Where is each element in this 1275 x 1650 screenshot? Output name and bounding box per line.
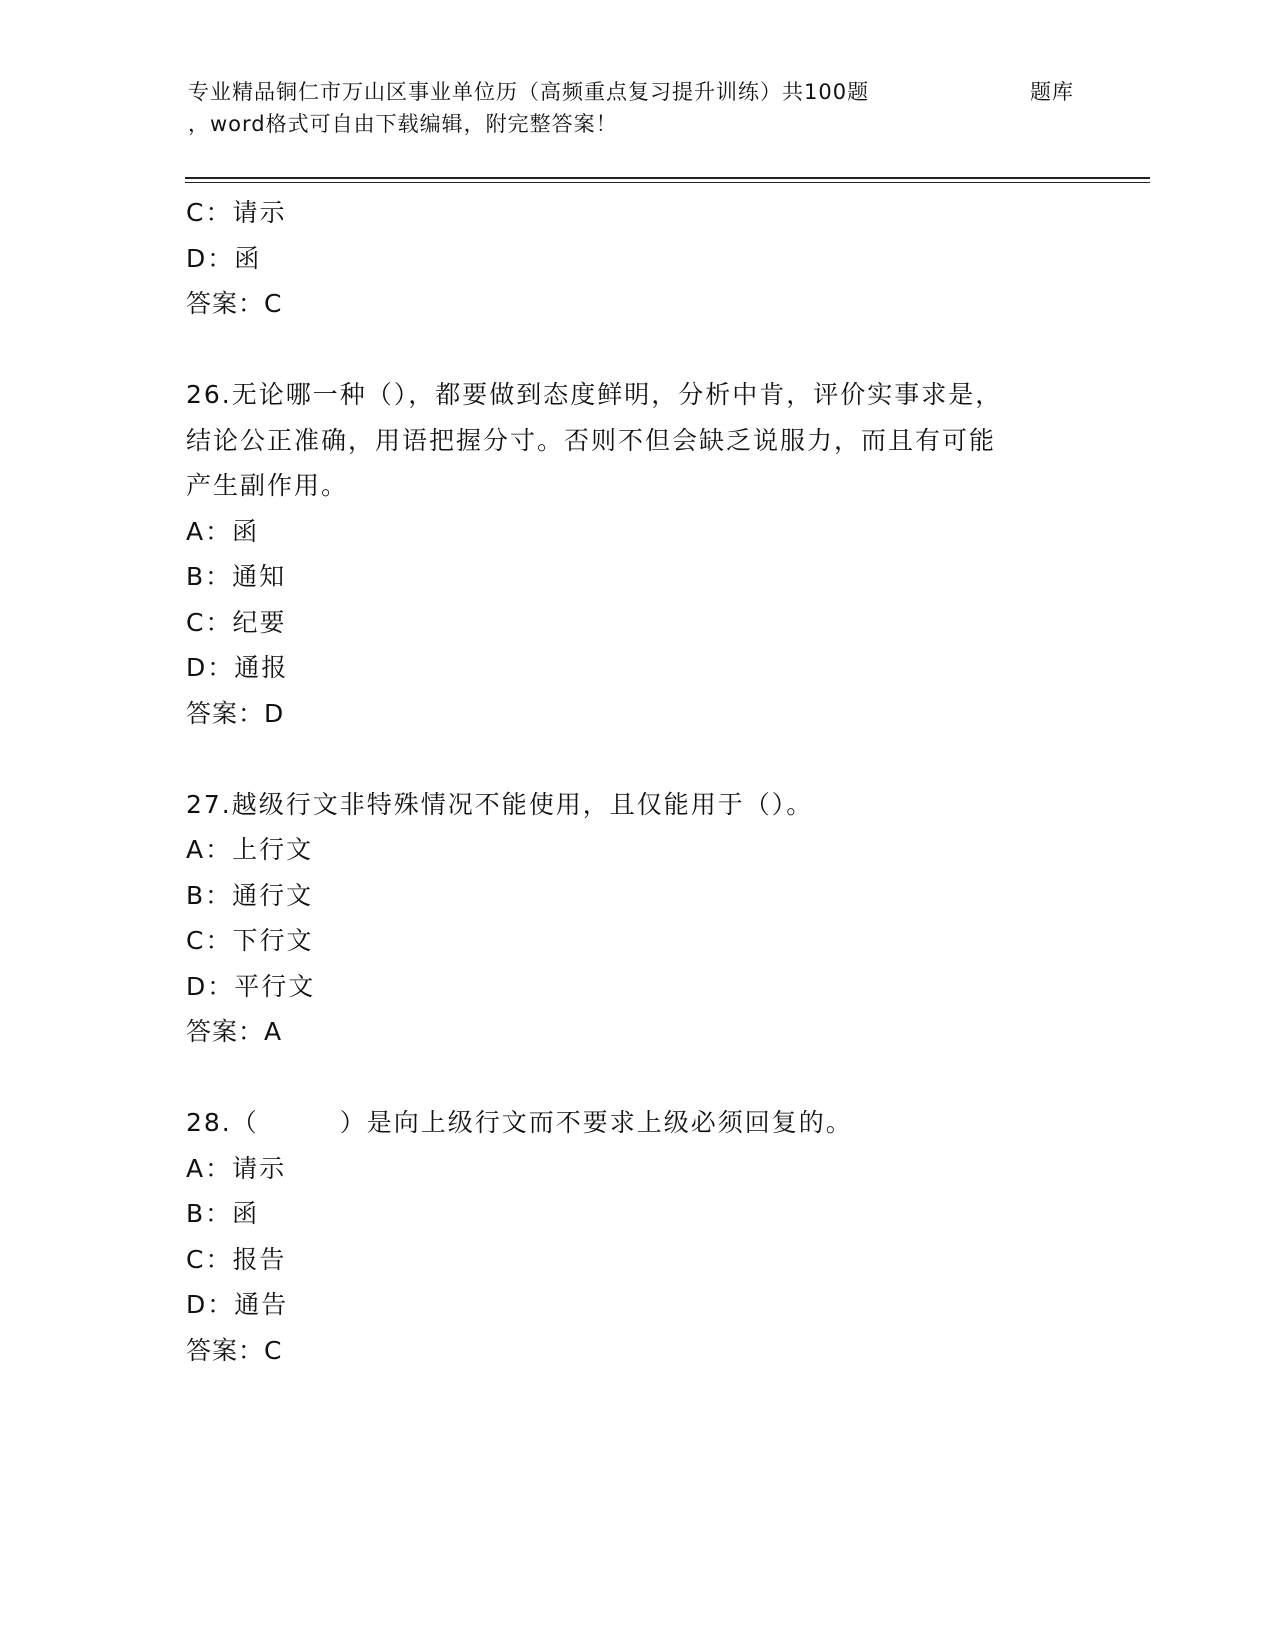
question-text-line: 26.无论哪一种（），都要做到态度鲜明，分析中肯，评价实事求是，: [186, 380, 1003, 409]
spacer: [186, 1055, 1086, 1101]
question-list: [186, 190, 1086, 1373]
header-divider-thick: [185, 177, 1150, 179]
question-26: [186, 372, 1086, 736]
header-subtitle: ，word格式可自由下载编辑，附完整答案！: [188, 112, 618, 136]
header-tag: 题库: [1030, 80, 1074, 104]
spacer: [186, 736, 1086, 782]
question-text-line: 28.（ ）是向上级行文而不要求上级必须回复的。: [186, 1108, 853, 1137]
question-text-line: 产生副作用。: [186, 471, 349, 500]
header-divider-thin: [185, 182, 1150, 183]
option-c: C：请示: [186, 198, 287, 227]
header-title: 专业精品铜仁市万山区事业单位历（高频重点复习提升训练）共100题: [188, 80, 870, 104]
option-b: B：通知: [186, 562, 287, 591]
answer: 答案：A: [186, 1017, 283, 1046]
option-d: D：平行文: [186, 971, 316, 1001]
header-line: [188, 72, 1128, 106]
page-header: [188, 72, 1128, 138]
option-b: B：函: [186, 1199, 260, 1228]
answer: 答案：C: [186, 289, 283, 318]
spacer: [186, 327, 1086, 373]
question-text-line: 结论公正准确，用语把握分寸。否则不但会缺乏说服力，而且有可能: [186, 425, 997, 455]
option-c: C：报告: [186, 1244, 287, 1274]
option-b: B：通行文: [186, 880, 314, 910]
answer: 答案：C: [186, 1335, 283, 1365]
option-a: A：上行文: [186, 835, 314, 864]
answer: 答案：D: [186, 698, 285, 728]
option-a: A：函: [186, 516, 260, 546]
question-text-line: 27.越级行文非特殊情况不能使用，且仅能用于（）。: [186, 789, 814, 819]
option-a: A：请示: [186, 1153, 287, 1183]
question-27: [186, 782, 1086, 1055]
question-25-tail: [186, 190, 1086, 327]
option-d: D：函: [186, 243, 262, 273]
option-c: C：纪要: [186, 607, 287, 637]
option-c: C：下行文: [186, 926, 314, 955]
question-28: [186, 1100, 1086, 1373]
option-d: D：通告: [186, 1290, 289, 1319]
option-d: D：通报: [186, 653, 289, 682]
